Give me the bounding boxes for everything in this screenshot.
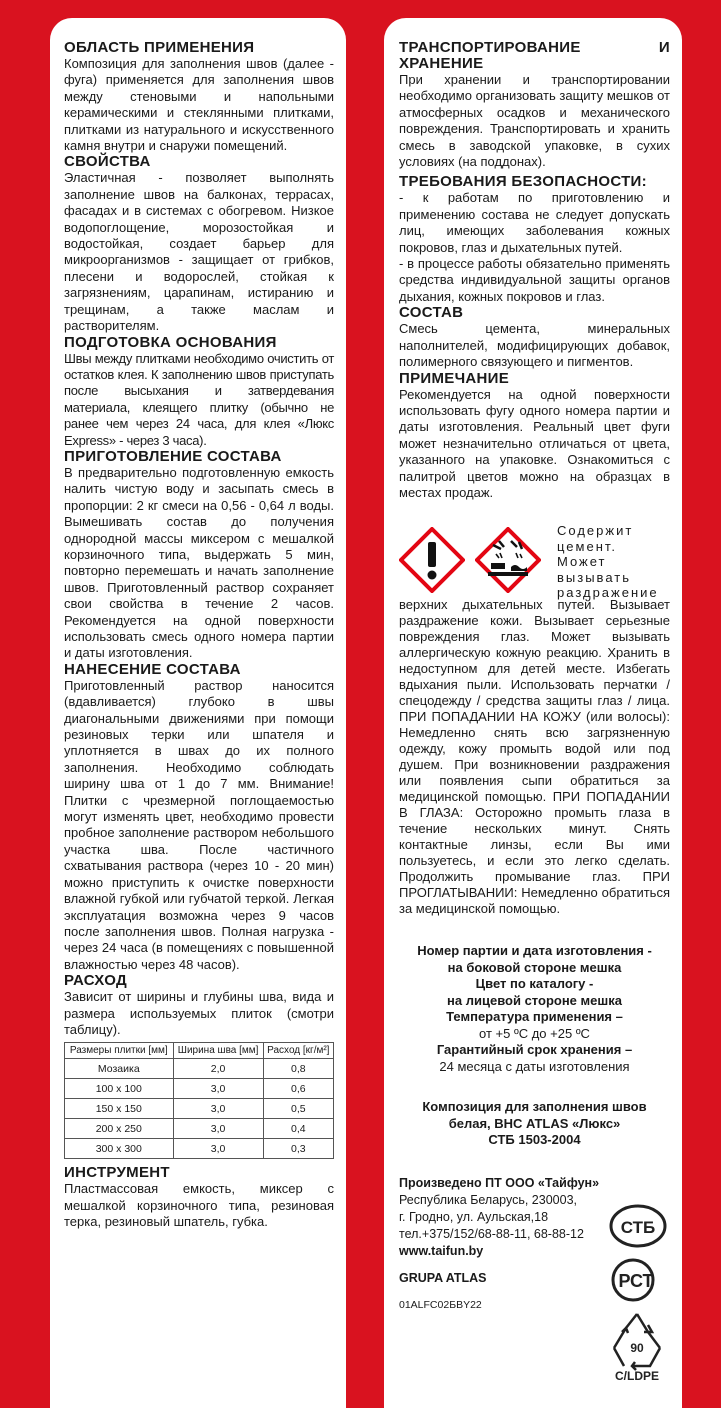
table-cell: 200 х 250 (65, 1119, 174, 1139)
info-line: Температура применения – (446, 1009, 623, 1025)
table-row (65, 1099, 334, 1119)
section-title: СОСТАВ (399, 304, 464, 322)
recycle-icon (604, 1308, 670, 1382)
section-title: ОБЛАСТЬ ПРИМЕНЕНИЯ (64, 39, 255, 56)
table-cell: 0,3 (263, 1139, 333, 1159)
info-line: Гарантийный срок хранения – (436, 1042, 633, 1058)
section-title: СВОЙСТВА (64, 153, 151, 171)
table-row (65, 1079, 334, 1099)
table-cell: 0,6 (263, 1079, 333, 1099)
section-text: - в процессе работы обязательно применять средства индивидуальной защиты органов дыхания, кожных покровов и глаз. (399, 256, 670, 304)
section-text: Рекомендуется на одной поверхности использовать фугу одного номера партии и даты изготовления. Реальный цвет фуги может незначительно отличаться от цвета, указанного на упаковке. Ознакомиться с палитрой цветов можно на образцах в местах продаж. (399, 386, 670, 500)
table-cell: 150 х 150 (65, 1099, 174, 1119)
pct-mark-label: РСТ (618, 1271, 654, 1291)
right-column (384, 18, 682, 1408)
recycle-number: 90 (630, 1341, 644, 1355)
product-block (399, 1099, 670, 1149)
table-cell: 3,0 (173, 1119, 263, 1139)
table-cell: 100 х 100 (65, 1079, 174, 1099)
section-title: НАНЕСЕНИЕ СОСТАВА (64, 660, 241, 678)
hazard-block (399, 523, 670, 601)
table-cell: 0,8 (263, 1059, 333, 1079)
section-text: Швы между плитками необходимо очистить от остатков клея. К заполнению швов приступать после высыхания и затвердевания материала, клеящего плитку (обычно не ранее чем через 24 часа, для клея «Люкс Express» - через 3 часа). (64, 350, 334, 448)
pct-mark-icon (609, 1256, 667, 1304)
info-line: Номер партии и дата изготовления - (417, 943, 652, 959)
hazard-side-text: Содержит цемент. Может вызывать раздражение (557, 523, 659, 601)
table-cell: 0,5 (263, 1099, 333, 1119)
recycle-code: C/LDPE (614, 1369, 660, 1382)
table-header: Размеры плитки [мм] (65, 1043, 174, 1059)
exclamation-hazard-icon (399, 527, 465, 593)
table-cell: 300 х 300 (65, 1139, 174, 1159)
maker-name: Произведено ПТ ООО «Тайфун» (399, 1175, 600, 1190)
section-text: Композиция для заполнения швов (далее - фуга) применяется для заполнения швов между стеновыми и напольными керамическими и стеклянными плитками, плитками из натурального и искусственного камня внутри и снаружи помещений. (64, 56, 334, 154)
section-title: РАСХОД (64, 972, 127, 990)
table-cell: 3,0 (173, 1139, 263, 1159)
section-text: В предварительно подготовленную емкость налить чистую воду и засыпать смесь в пропорции: 2 кг смеси на 0,56 - 0,64 л воды. Вымешивать состав до получения однородной массы миксером с мешалкой корзиночного типа, выдержать 5 мин, повторно перемешать и начать заполнение швов. Приготовленный раствор сохраняет свои свойства в течение 2 часов. Рекомендуется на одной поверхности использовать смесь одного номера партии и даты изготовления. (64, 464, 334, 661)
table-row (65, 1119, 334, 1139)
info-block (399, 943, 670, 1075)
section-title: ТРЕБОВАНИЯ БЕЗОПАСНОСТИ: (399, 173, 647, 191)
table-cell: 3,0 (173, 1099, 263, 1119)
left-column (50, 18, 346, 1408)
section-title: ИНСТРУМЕНТ (64, 1164, 170, 1182)
stb-mark-icon (609, 1203, 667, 1249)
product-line: СТБ 1503-2004 (488, 1132, 581, 1148)
table-header-row (65, 1043, 334, 1059)
section-text: При хранении и транспортировании необходимо организовать защиту мешков от атмосферных осадков и механического повреждения. Транспортировать и хранить смесь в заводской упаковке, в сухих условиях (на поддонах). (399, 72, 670, 170)
table-row (65, 1059, 334, 1079)
section-text: Зависит от ширины и глубины шва, вида и размера используемых плиток (смотри таблицу). (64, 989, 334, 1037)
section-title: ПРИМЕЧАНИЕ (399, 369, 510, 387)
table-cell: 3,0 (173, 1079, 263, 1099)
info-line: на боковой стороне мешка (447, 959, 622, 975)
table-cell: 0,4 (263, 1119, 333, 1139)
corrosion-hazard-icon (475, 527, 541, 593)
maker-website[interactable]: www.taifun.by (399, 1243, 484, 1258)
section-title: ПРИГОТОВЛЕНИЕ СОСТАВА (64, 447, 282, 465)
table-header: Расход [кг/м²] (263, 1043, 333, 1059)
section-title: ПОДГОТОВКА ОСНОВАНИЯ (64, 333, 277, 351)
info-line: 24 месяца с даты изготовления (439, 1058, 630, 1074)
section-text: Приготовленный раствор наносится (вдавливается) глубоко в швы диагональными движениями при помощи резиновых терки или шпателя и уплотняется в швах до их полного заполнения. Необходимо соблюдать ширину шва от 1 до 7 мм. Внимание! Плитки с чрезмерной поглощаемостью могут изменять цвет, необходимо провести пробное заполнение раствором небольшого участка шва. После частичного схватывания раствора (через 10 - 20 мин) можно приступить к очистке поверхности влажной губкой или губчатой теркой. Легкая эксплуатация возможна через 9 часов после заполнения швов. Полная нагрузка - через 24 часа (в помещениях с повышенной влажностью через 48 часов). (64, 677, 334, 972)
info-line: от +5 ºС до +25 ºС (479, 1025, 590, 1041)
brand-name: GRUPA ATLAS (399, 1270, 487, 1285)
section-text: Эластичная - позволяет выполнять заполнение швов на балконах, террасах, фасадах и в системах с обогревом. Низкое водопоглощение, морозостойкая и водостойкая, создает барьер для микроорганизмов - защищает от грибков, плесени и водорослей, стойкая к загрязнениям, царапинам, истиранию и трещинам, а также маслам и растворителям. (64, 170, 334, 334)
info-line: на лицевой стороне мешка (447, 992, 622, 1008)
section-text: Смесь цемента, минеральных наполнителей, модифицирующих добавок, полимерного связующего и пигментов. (399, 321, 670, 370)
maker-address: Республика Беларусь, 230003, (399, 1192, 577, 1207)
maker-address: г. Гродно, ул. Аульская,18 (399, 1209, 549, 1224)
info-line: Цвет по каталогу - (475, 976, 594, 992)
table-header: Ширина шва [мм] (173, 1043, 263, 1059)
maker-phone: тел.+375/152/68-88-11, 68-88-12 (399, 1226, 584, 1241)
section-title: ТРАНСПОРТИРОВАНИЕ И ХРАНЕНИЕ (399, 39, 670, 72)
product-code: 01ALFC02БBY22 (399, 1298, 482, 1311)
stb-mark-label: СТБ (620, 1218, 656, 1237)
product-line: Композиция для заполнения швов (422, 1099, 647, 1115)
table-cell: 2,0 (173, 1059, 263, 1079)
section-text: - к работам по приготовлению и применению состава не следует допускать лиц, имеющих заболевания кожных покровов, глаз и дыхательных путей. (399, 190, 670, 255)
table-cell: Мозаика (65, 1059, 174, 1079)
consumption-table (64, 1042, 334, 1159)
section-text: Пластмассовая емкость, миксер с мешалкой корзиночного типа, резиновая терка, резиновый шпатель, губка. (64, 1181, 334, 1230)
hazard-text: верхних дыхательных путей. Вызывает раздражение кожи. Вызывает серьезные повреждения глаз. Может вызывать аллергическую кожную реакцию. Хранить в недоступном для детей месте. Избегать вдыхания пыли. Использовать перчатки / спецодежду / средства защиты глаз / лица. ПРИ ПОПАДАНИИ НА КОЖУ (или волосы): Немедленно снять всю загрязненную одежду, кожу промыть водой или под душем. При возникновении раздражения или появления сыпи обратиться за медицинской помощью. ПРИ ПОПАДАНИИ В ГЛАЗА: Осторожно промыть глаза в течение нескольких минут. Снять контактные линзы, если Вы ими пользуетесь, и если это легко сделать. Продолжить промывание глаз. ПРИ ПРОГЛАТЫВАНИИ: Немедленно обратиться за медицинской помощью. (399, 597, 670, 917)
table-row (65, 1139, 334, 1159)
product-line: белая, ВНС ATLAS «Люкс» (448, 1115, 621, 1131)
